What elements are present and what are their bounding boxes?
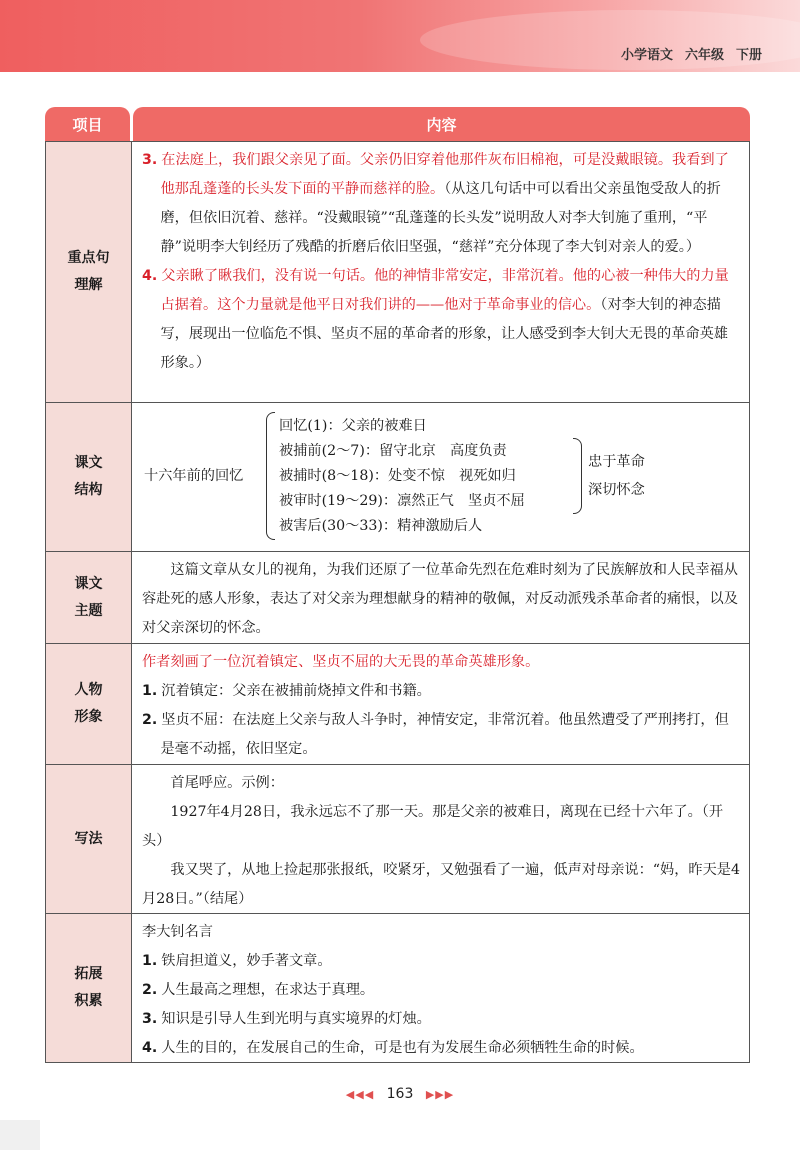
page-footer — [0, 1086, 800, 1102]
book-info — [621, 44, 762, 63]
item-number: 4. — [142, 1040, 158, 1056]
header-item: 项目 — [45, 107, 130, 141]
label-line: 积累 — [74, 993, 103, 1009]
right-arrows-icon: ▶▶▶ — [425, 1088, 455, 1101]
row-content — [132, 914, 749, 1062]
structure-summary — [588, 448, 645, 504]
quote-item — [142, 976, 741, 1005]
left-brace — [266, 412, 275, 540]
label-line: 主题 — [74, 602, 103, 619]
branch-item: 回忆(1)：父亲的被难日 — [279, 417, 427, 434]
row-label — [46, 914, 132, 1062]
structure-diagram — [132, 403, 749, 549]
structure-lead: 十六年前的回忆 — [144, 467, 244, 484]
label-line: 人物 — [74, 682, 103, 699]
character-intro: 作者刻画了一位沉着镇定、坚贞不屈的大无畏的革命英雄形象。 — [142, 654, 540, 670]
quote-item — [142, 947, 741, 976]
right-brace — [573, 438, 582, 514]
summary-table — [45, 107, 750, 1063]
item-number: 3. — [142, 1011, 158, 1027]
label-line: 重点句 — [67, 250, 110, 267]
branch-item: 被捕时(8～18)：处变不惊 视死如归 — [279, 467, 516, 484]
quote-text: 知识是引导人生到光明与真实境界的灯烛。 — [161, 1011, 431, 1027]
row-label — [46, 552, 132, 643]
row-content — [132, 552, 749, 643]
label-line: 理解 — [74, 277, 103, 293]
quote-text: 人生最高之理想，在求达于真理。 — [161, 982, 375, 998]
writing-intro: 首尾呼应。示例： — [170, 775, 284, 791]
branch-item: 被审时(19～29)：凛然正气 坚贞不屈 — [279, 492, 525, 509]
trait-text: 沉着镇定：父亲在被捕前烧掉文件和书籍。 — [161, 683, 431, 699]
structure-branches — [279, 414, 579, 539]
quote-item — [142, 1005, 741, 1034]
row-label — [46, 142, 132, 402]
left-arrows-icon: ◀◀◀ — [345, 1088, 375, 1101]
label-line: 结构 — [74, 482, 103, 498]
item-number: 3. — [142, 152, 158, 168]
table-header — [45, 107, 750, 141]
row-content — [132, 765, 749, 913]
row-label — [46, 765, 132, 913]
item-number: 4. — [142, 268, 158, 284]
analysis-note: （对李大钊的神态描写，展现出一位临危不惧、坚贞不屈的革命者的形象，让人感受到李大钊大无畏的革命英雄形象。） — [160, 297, 728, 371]
term-label: 下册 — [735, 48, 762, 63]
summary-item: 忠于革命 — [588, 454, 645, 470]
writing-ending: 我又哭了，从地上捡起那张报纸，咬紧牙，又勉强看了一遍，低声对母亲说：“妈，昨天是4月28日。”（结尾） — [142, 862, 740, 907]
character-trait-1 — [142, 677, 741, 706]
label-line: 课文 — [74, 575, 103, 592]
row-character — [46, 643, 749, 764]
label-line: 写法 — [74, 830, 103, 847]
item-number: 1. — [142, 683, 158, 699]
theme-text: 这篇文章从女儿的视角，为我们还原了一位革命先烈在危难时刻为了民族解放和人民幸福从容赴死的感人形象，表达了对父亲为理想献身的精神的敬佩，对反动派残杀革命者的痛恨，以及对父亲深切的怀念。 — [142, 562, 738, 636]
row-structure — [46, 402, 749, 551]
quote-text: 人生的目的，在发展自己的生命，可是也有为发展生命必须牺牲生命的时候。 — [161, 1040, 644, 1056]
summary-item: 深切怀念 — [588, 482, 645, 498]
branch-item: 被害后(30～33)：精神激励后人 — [279, 517, 483, 534]
sentence-4 — [142, 262, 741, 378]
quoted-sentence: 父亲瞅了瞅我们，没有说一句话。他的神情非常安定，非常沉着。他的心被一种伟大的力量占据着。这个力量就是他平日对我们讲的——他对于革命事业的信心。 — [160, 268, 729, 313]
quoted-sentence: 在法庭上，我们跟父亲见了面。父亲仍旧穿着他那件灰布旧棉袍，可是没戴眼镜。我看到了他那乱蓬蓬的长头发下面的平静而慈祥的脸。 — [160, 152, 729, 197]
character-trait-2 — [142, 706, 741, 764]
trait-text: 坚贞不屈：在法庭上父亲与敌人斗争时，神情安定，非常沉着。他虽然遭受了严刑拷打，但是毫不动摇，依旧坚定。 — [160, 712, 729, 757]
row-content — [132, 644, 749, 764]
label-line: 拓展 — [74, 966, 103, 983]
row-content — [132, 142, 749, 402]
item-number: 2. — [142, 712, 158, 728]
quote-item — [142, 1034, 741, 1063]
grade-label: 六年级 — [684, 48, 724, 63]
row-writing — [46, 764, 749, 913]
page-corner — [0, 1120, 40, 1150]
sentence-3 — [142, 146, 741, 262]
row-label — [46, 644, 132, 764]
quotes-title: 李大钊名言 — [142, 924, 213, 940]
row-extension — [46, 913, 749, 1062]
page-number: 163 — [386, 1086, 414, 1102]
header-content: 内容 — [133, 107, 750, 141]
subject-label: 小学语文 — [620, 48, 673, 63]
label-line: 课文 — [74, 455, 103, 472]
row-theme — [46, 551, 749, 643]
row-label — [46, 403, 132, 551]
item-number: 1. — [142, 953, 158, 969]
analysis-note: （从这几句话中可以看出父亲虽饱受敌人的折磨，但依旧沉着、慈祥。“没戴眼镜”“乱蓬蓬的长头发”说明敌人对李大钊施了重刑，“平静”说明李大钊经历了残酷的折磨后依旧坚强，“慈祥”充分体现了李大钊对亲人的爱。） — [160, 181, 721, 255]
quote-text: 铁肩担道义，妙手著文章。 — [161, 953, 332, 969]
branch-item: 被捕前(2～7)：留守北京 高度负责 — [279, 442, 507, 459]
writing-opening: 1927年4月28日，我永远忘不了那一天。那是父亲的被难日，离现在已经十六年了。（开头） — [142, 804, 724, 849]
row-key-sentences — [46, 141, 749, 402]
item-number: 2. — [142, 982, 158, 998]
label-line: 形象 — [74, 709, 103, 725]
